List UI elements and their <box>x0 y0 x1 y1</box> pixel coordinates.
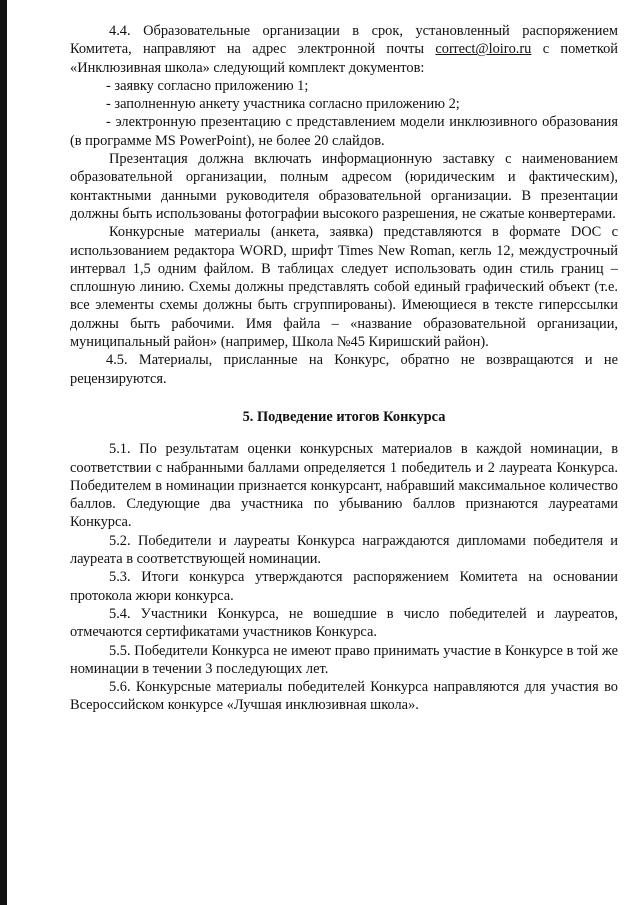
document-body <box>70 22 618 715</box>
paragraph-4-4 <box>70 22 618 77</box>
paragraph-5-1: 5.1. По результатам оценки конкурсных материалов в каждой номинации, в соответствии с набранными баллами определяется 1 победитель и 2 лауреата Конкурса. Победителем в номинации признается конкурсант, набравший максимальное количество баллов. Следующие два участника по убыванию баллов признаются лауреатами Конкурса. <box>70 441 618 531</box>
paragraph-5-2: 5.2. Победители и лауреаты Конкурса награждаются дипломами победителя и лауреата в соответствующей номинации. <box>70 532 618 568</box>
paragraph-materials-format: Конкурсные материалы (анкета, заявка) представляются в формате DOC с использованием редактора WORD, шрифт Times New Roman, кегль 12, междустрочный интервал 1,5 одним файлом. В таблицах следует использовать один стиль границ – сплошную линию. Схемы должны представлять собой единый графический объект (т.е. все элементы схемы должны быть сгруппированы). Имеющиеся в тексте гиперссылки должны быть рабочими. Имя файла – «название образовательной организации, муниципальный район» (например, Школа №45 Киришский район). <box>70 224 618 351</box>
paragraph-4-4-text-end: с пометкой «Инклюзивная школа» следующий комплект документов: <box>70 41 618 76</box>
paragraph-5-4: 5.4. Участники Конкурса, не вошедшие в число победителей и лауреатов, отмечаются сертификатами участников Конкурса. <box>70 605 618 641</box>
list-item-presentation: - электронную презентацию с представлением модели инклюзивного образования (в программе MS PowerPoint), не более 20 слайдов. <box>70 114 618 149</box>
section-5-heading: 5. Подведение итогов Конкурса <box>242 408 446 425</box>
paragraph-4-5: 4.5. Материалы, присланные на Конкурс, обратно не возвращаются и не рецензируются. <box>70 352 618 387</box>
email-link[interactable]: correct@loiro.ru <box>435 41 532 58</box>
scan-edge-shadow <box>0 0 7 905</box>
paragraph-presentation-requirements: Презентация должна включать информационную заставку с наименованием образовательной организации, полным адресом (юридическим и фактическим), контактными данными руководителя образовательной организации. В презентации должны быть использованы фотографии высокого разрешения, не сжатые конвертерами. <box>70 151 618 222</box>
list-item-application: - заявку согласно приложению 1; <box>106 77 309 94</box>
list-item-questionnaire: - заполненную анкету участника согласно приложению 2; <box>106 96 460 113</box>
paragraph-5-3: 5.3. Итоги конкурса утверждаются распоряжением Комитета на основании протокола жюри конкурса. <box>70 569 618 604</box>
paragraph-5-6: 5.6. Конкурсные материалы победителей Конкурса направляются для участия во Всероссийском конкурсе «Лучшая инклюзивная школа». <box>70 679 618 714</box>
paragraph-5-5: 5.5. Победители Конкурса не имеют право принимать участие в Конкурсе в той же номинации в течении 3 последующих лет. <box>70 642 618 677</box>
paragraph-4-4-text-start: 4.4. Образовательные организации в срок, установленный распоряжением Комитета, направляют на адрес электронной почты <box>70 23 618 58</box>
